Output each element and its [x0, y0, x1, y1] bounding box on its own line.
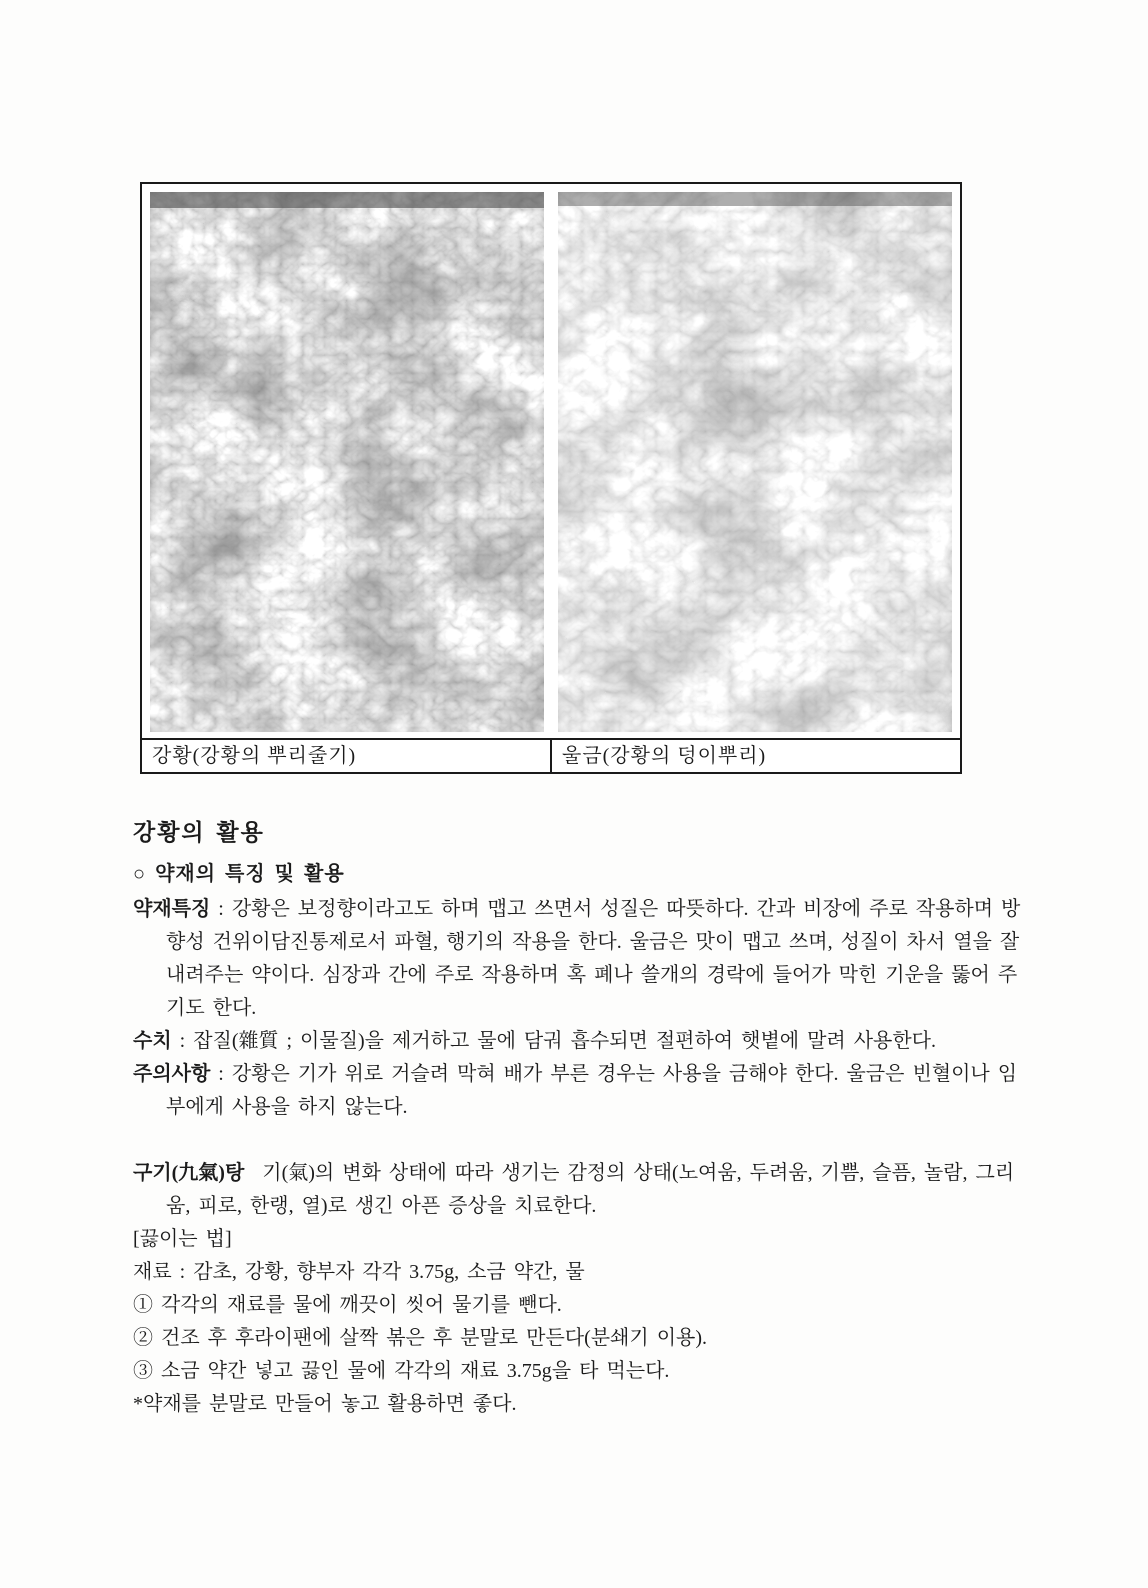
left-photo-caption: 강황(강황의 뿌리줄기) — [152, 745, 357, 767]
body-text — [133, 816, 1027, 1421]
recipe-block — [133, 1157, 1027, 1421]
paragraph-processing — [133, 1025, 1027, 1058]
recipe-intro — [133, 1157, 1027, 1223]
paragraph-label: 주의사항 — [133, 1063, 211, 1085]
section-heading: ○ 약재의 특징 및 활용 — [133, 863, 345, 885]
recipe-ingredients: 재료 : 감초, 강황, 향부자 각각 3.75g, 소금 약간, 물 — [133, 1261, 585, 1283]
paragraph-text: 잡질(雜質 ; 이물질)을 제거하고 물에 담궈 흡수되면 절편하여 햇볕에 말려 사용한다. — [193, 1030, 936, 1052]
paragraph-separator: : — [171, 1030, 194, 1052]
recipe-separator — [244, 1162, 252, 1184]
recipe-name: 구기(九氣)탕 — [133, 1162, 245, 1184]
paragraph-cautions — [133, 1058, 1027, 1124]
paragraph-characteristics — [133, 893, 1027, 1025]
photo-row — [142, 184, 960, 738]
page-title: 강황의 활용 — [133, 820, 265, 845]
paragraph-text: 강황은 보정향이라고도 하며 맵고 쓰면서 성질은 따뜻하다. 간과 비장에 주로 작용하며 방향성 건위이담진통제로서 파혈, 행기의 작용을 한다. 울금은 맛이 맵고 쓰며, 성질이 차서 열을 잘 내려주는 약이다. 심장과 간에 주로 작용하며 혹 폐나 쓸개의 경락에 들어가 막힌 기운을 뚫어 주기도 한다. — [166, 898, 1021, 1019]
paragraph-label: 수치 — [133, 1030, 172, 1052]
right-photo-caption: 울금(강황의 덩이뿌리) — [550, 740, 960, 772]
ulgeum-tuber-photo — [558, 192, 952, 732]
recipe-step-2: ② 건조 후 후라이팬에 살짝 볶은 후 분말로 만든다(분쇄기 이용). — [133, 1327, 707, 1349]
recipe-note: *약재를 분말로 만들어 놓고 활용하면 좋다. — [133, 1393, 517, 1415]
paragraph-separator: : — [210, 1063, 232, 1085]
paragraph-text: 강황은 기가 위로 거슬려 막혀 배가 부른 경우는 사용을 금해야 한다. 울금은 빈혈이나 임부에게 사용을 하지 않는다. — [166, 1063, 1018, 1118]
caption-row — [142, 738, 960, 772]
recipe-method-title: [끓이는 법] — [133, 1228, 232, 1250]
recipe-description: 기(氣)의 변화 상태에 따라 생기는 감정의 상태(노여움, 두려움, 기쁨, 슬픔, 놀람, 그리움, 피로, 한랭, 열)로 생긴 아픈 증상을 치료한다. — [166, 1162, 1015, 1217]
paragraph-separator: : — [210, 898, 232, 920]
specimen-figure — [140, 182, 962, 774]
recipe-step-3: ③ 소금 약간 넣고 끓인 물에 각각의 재료 3.75g을 타 먹는다. — [133, 1360, 670, 1382]
paragraph-label: 약재특징 — [133, 898, 211, 920]
turmeric-rhizome-photo — [150, 192, 544, 732]
recipe-step-1: ① 각각의 재료를 물에 깨끗이 씻어 물기를 뺀다. — [133, 1294, 562, 1316]
